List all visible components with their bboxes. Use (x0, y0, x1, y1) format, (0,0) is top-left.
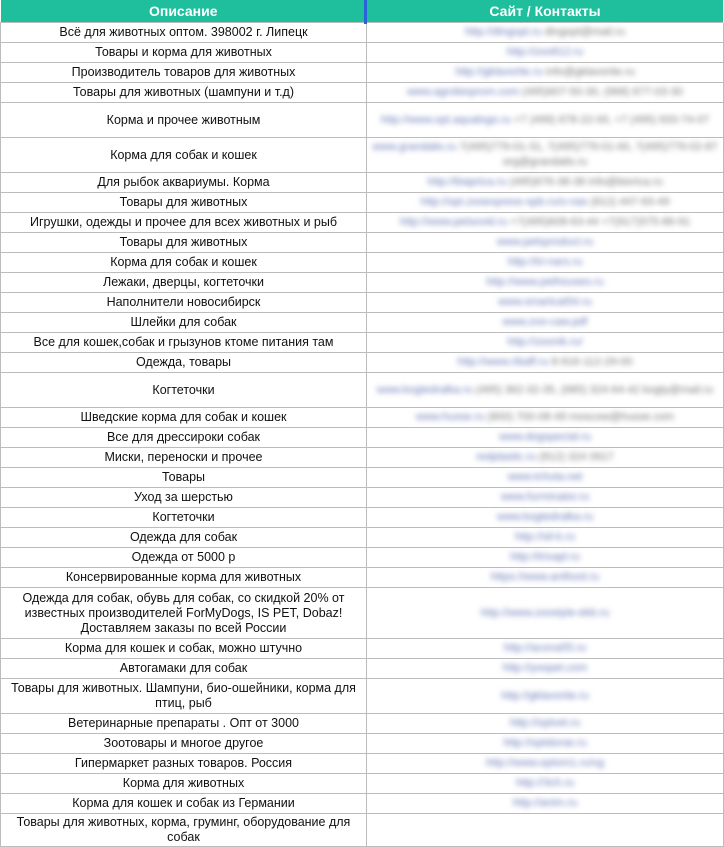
contact-details: (812) 324 0917 (539, 451, 614, 463)
table-row (1, 23, 724, 43)
table-row (1, 63, 724, 83)
description-cell[interactable]: Корма для кошек и собак, можно штучно (1, 639, 367, 659)
site-link[interactable]: www.dogspecial.ru (499, 431, 591, 443)
table-row (1, 353, 724, 373)
header-description[interactable]: Описание (1, 0, 367, 23)
contacts-cell[interactable] (367, 233, 724, 253)
contacts-cell[interactable] (367, 468, 724, 488)
site-link[interactable]: www.tchuta.net (507, 471, 583, 483)
site-link[interactable]: www.furminator.ru (500, 491, 590, 503)
description-cell[interactable]: Корма для кошек и собак из Германии (1, 794, 367, 814)
contacts-cell[interactable] (367, 528, 724, 548)
table-row (1, 679, 724, 714)
table-row (1, 428, 724, 448)
contacts-cell[interactable] (367, 373, 724, 408)
description-cell[interactable]: Корма для животных (1, 774, 367, 794)
cell-selection-cursor (364, 0, 367, 24)
contacts-cell[interactable] (367, 428, 724, 448)
site-link[interactable]: www.grandalis.ru (372, 141, 457, 153)
description-cell[interactable]: Наполнители новосибирск (1, 293, 367, 313)
table-row (1, 508, 724, 528)
description-cell[interactable]: Шлейки для собак (1, 313, 367, 333)
table-row (1, 794, 724, 814)
description-cell[interactable]: Все для кошек,собак и грызунов ктоме питания там (1, 333, 367, 353)
table-row (1, 548, 724, 568)
description-cell[interactable]: Когтеточки (1, 373, 367, 408)
contacts-cell[interactable] (367, 814, 724, 847)
site-link[interactable]: http://www.zoostyle-ekb.ru (480, 606, 610, 619)
contacts-cell[interactable] (367, 23, 724, 43)
table-row (1, 43, 724, 63)
description-cell[interactable]: Для рыбок аквариумы. Корма (1, 173, 367, 193)
description-cell[interactable]: Товары для животных. Шампуни, био-ошейники, корма для птиц, рыб (1, 679, 367, 714)
table-row (1, 448, 724, 468)
description-cell[interactable]: Автогамаки для собак (1, 659, 367, 679)
description-cell[interactable]: Корма для собак и кошек (1, 253, 367, 273)
site-link[interactable]: redplastic.ru (476, 451, 537, 463)
description-cell[interactable]: Одежда, товары (1, 353, 367, 373)
contacts-cell[interactable] (367, 794, 724, 814)
contacts-cell[interactable] (367, 43, 724, 63)
contact-details: 7(495)779-01-31, 7(495)779-01-00, 7(495)779-02-87 org@grandalis.ru (459, 141, 718, 168)
description-cell[interactable]: Корма для собак и кошек (1, 138, 367, 173)
description-cell[interactable]: Товары для животных (1, 193, 367, 213)
contacts-cell[interactable] (367, 138, 724, 173)
table-row (1, 714, 724, 734)
header-site-contacts[interactable]: Сайт / Контакты (367, 0, 724, 23)
table-row (1, 488, 724, 508)
site-link[interactable]: http://optvet.ru (509, 717, 581, 729)
table-body (1, 23, 724, 847)
description-cell[interactable]: Товары для животных (шампуни и т.д) (1, 83, 367, 103)
table-row (1, 814, 724, 847)
description-cell[interactable]: Производитель товаров для животных (1, 63, 367, 83)
site-link[interactable]: http://www.ribaff.ru (457, 356, 549, 368)
table-row (1, 213, 724, 233)
table-row (1, 103, 724, 138)
contacts-cell[interactable] (367, 754, 724, 774)
contact-details: (495) 362-32-35, (985) 324-64-42 kogty@mail.ru (475, 383, 714, 396)
table-row (1, 734, 724, 754)
description-cell[interactable]: Когтеточки (1, 508, 367, 528)
description-cell[interactable]: Ветеринарные препараты . Опт от 3000 (1, 714, 367, 734)
site-link[interactable]: https://www.anifood.ru (490, 571, 600, 583)
table-row (1, 468, 724, 488)
site-link[interactable]: http://optdonar.ru (503, 737, 587, 749)
table-row (1, 313, 724, 333)
description-cell[interactable]: Одежда от 5000 р (1, 548, 367, 568)
contact-details: (495)676-38-38 info@biorica.ru (509, 176, 663, 188)
table-row (1, 333, 724, 353)
contact-details: dingopt@mail.ru (544, 26, 625, 38)
table-row (1, 659, 724, 679)
site-link[interactable]: http://3ch.ru (515, 777, 575, 789)
table-row (1, 588, 724, 639)
description-cell[interactable]: Товары для животных (1, 233, 367, 253)
description-cell[interactable]: Всё для животных оптом. 398002 г. Липецк (1, 23, 367, 43)
description-cell[interactable]: Консервированные корма для животных (1, 568, 367, 588)
contacts-cell[interactable] (367, 253, 724, 273)
description-cell[interactable]: Игрушки, одежды и прочее для всех животных и рыб (1, 213, 367, 233)
site-link[interactable]: http://www.opt.aqualogo.ru (380, 113, 512, 126)
contacts-cell[interactable] (367, 173, 724, 193)
site-link[interactable]: www.kogtedralka.ru (497, 511, 593, 523)
contacts-cell[interactable] (367, 679, 724, 714)
contacts-cell[interactable] (367, 508, 724, 528)
table-row (1, 83, 724, 103)
table-row (1, 273, 724, 293)
description-cell[interactable]: Товары (1, 468, 367, 488)
table-row (1, 639, 724, 659)
contacts-cell[interactable] (367, 83, 724, 103)
contacts-cell[interactable] (367, 213, 724, 233)
contacts-cell[interactable] (367, 313, 724, 333)
site-link[interactable]: http://trixapl.ru (510, 551, 580, 563)
table-row (1, 253, 724, 273)
contacts-cell[interactable] (367, 714, 724, 734)
description-cell[interactable]: Шведские корма для собак и кошек (1, 408, 367, 428)
site-link[interactable]: http://www.pethouses.ru (486, 276, 604, 288)
contact-details: 8-916-112-29-00 (551, 356, 633, 368)
site-link[interactable]: http://sil-k.ru (515, 531, 575, 543)
header-row (1, 0, 724, 23)
description-cell[interactable]: Товары для животных, корма, груминг, оборудование для собак (1, 814, 367, 847)
contact-details: (800) 700-08-49 moscow@husse.com (487, 411, 675, 423)
table-row (1, 373, 724, 408)
site-link[interactable]: http://gklavorite.ru (501, 689, 589, 702)
site-link[interactable]: http://tri-nars.ru (507, 256, 583, 268)
site-link[interactable]: http://zoo812.ru (506, 46, 584, 58)
table-row (1, 138, 724, 173)
description-cell[interactable]: Миски, переноски и прочее (1, 448, 367, 468)
description-cell[interactable]: Зоотовары и многое другое (1, 734, 367, 754)
site-link[interactable]: www.husse.ru (415, 411, 485, 423)
description-cell[interactable]: Одежда для собак (1, 528, 367, 548)
site-link[interactable]: www.agrobioprom.com (407, 86, 519, 98)
table-row (1, 233, 724, 253)
contacts-cell[interactable] (367, 103, 724, 138)
contacts-cell[interactable] (367, 293, 724, 313)
contacts-cell[interactable] (367, 448, 724, 468)
site-link[interactable]: http://biaprica.ru (427, 176, 507, 188)
table-row (1, 173, 724, 193)
site-link[interactable]: www.petsproduct.ru (496, 236, 594, 248)
description-cell[interactable]: Корма и прочее животным (1, 103, 367, 138)
contacts-cell[interactable] (367, 273, 724, 293)
site-link[interactable]: http://opt.zooexpress-spb.ru/o-nas (420, 196, 588, 208)
contacts-cell[interactable] (367, 63, 724, 83)
site-link[interactable]: http://acona55.ru (503, 642, 587, 654)
contacts-cell[interactable] (367, 588, 724, 639)
site-link[interactable]: www.zoo-caw.pdf (502, 316, 588, 328)
table-row (1, 528, 724, 548)
contacts-cell[interactable] (367, 193, 724, 213)
table-row (1, 293, 724, 313)
site-link[interactable]: http://zoonik.ru/ (507, 336, 583, 348)
contact-details: info@gklavorite.ru (545, 66, 635, 78)
contacts-cell[interactable] (367, 353, 724, 373)
contacts-cell[interactable] (367, 408, 724, 428)
table-row (1, 754, 724, 774)
description-cell[interactable]: Лежаки, дверцы, когтеточки (1, 273, 367, 293)
description-cell[interactable]: Все для дрессироки собак (1, 428, 367, 448)
description-cell[interactable]: Гипермаркет разных товаров. Россия (1, 754, 367, 774)
site-link[interactable]: http://www.petsovid.ru (399, 216, 508, 228)
contacts-cell[interactable] (367, 548, 724, 568)
contacts-cell[interactable] (367, 333, 724, 353)
table-row (1, 193, 724, 213)
contacts-cell[interactable] (367, 659, 724, 679)
contact-details: (495)607-50-30, (968) 677-03-30 (522, 86, 683, 98)
contacts-cell[interactable] (367, 488, 724, 508)
description-cell[interactable]: Одежда для собак, обувь для собак, со скидкой 20% от известных производителей ForMyDogs, IS PET, Dobaz! Доставляем заказы по всей России (1, 588, 367, 639)
description-cell[interactable]: Товары и корма для животных (1, 43, 367, 63)
site-link[interactable]: www.smartcat54.ru (498, 296, 592, 308)
site-link[interactable]: http://anim.ru (512, 797, 578, 809)
table-row (1, 568, 724, 588)
table-row (1, 408, 724, 428)
contact-details: (812) 447-93-49 (590, 196, 670, 208)
site-link[interactable]: http://yoopet.com (502, 662, 588, 674)
description-cell[interactable]: Уход за шерстью (1, 488, 367, 508)
contacts-cell[interactable] (367, 639, 724, 659)
contacts-cell[interactable] (367, 568, 724, 588)
site-link[interactable]: http://dingopt.ru (465, 26, 542, 38)
site-link[interactable]: http://www.optom1.ru/vg (486, 757, 604, 769)
contact-details: +7 (499) 678-22-00, +7 (495) 933-74-07 (514, 113, 710, 126)
contacts-cell[interactable] (367, 734, 724, 754)
contact-details: +7(495)608-63-44 +7(917)575-86-91 (510, 216, 691, 228)
site-link[interactable]: http://gklavorite.ru (455, 66, 543, 78)
site-link[interactable]: www.kogtedralka.ru (376, 383, 473, 396)
